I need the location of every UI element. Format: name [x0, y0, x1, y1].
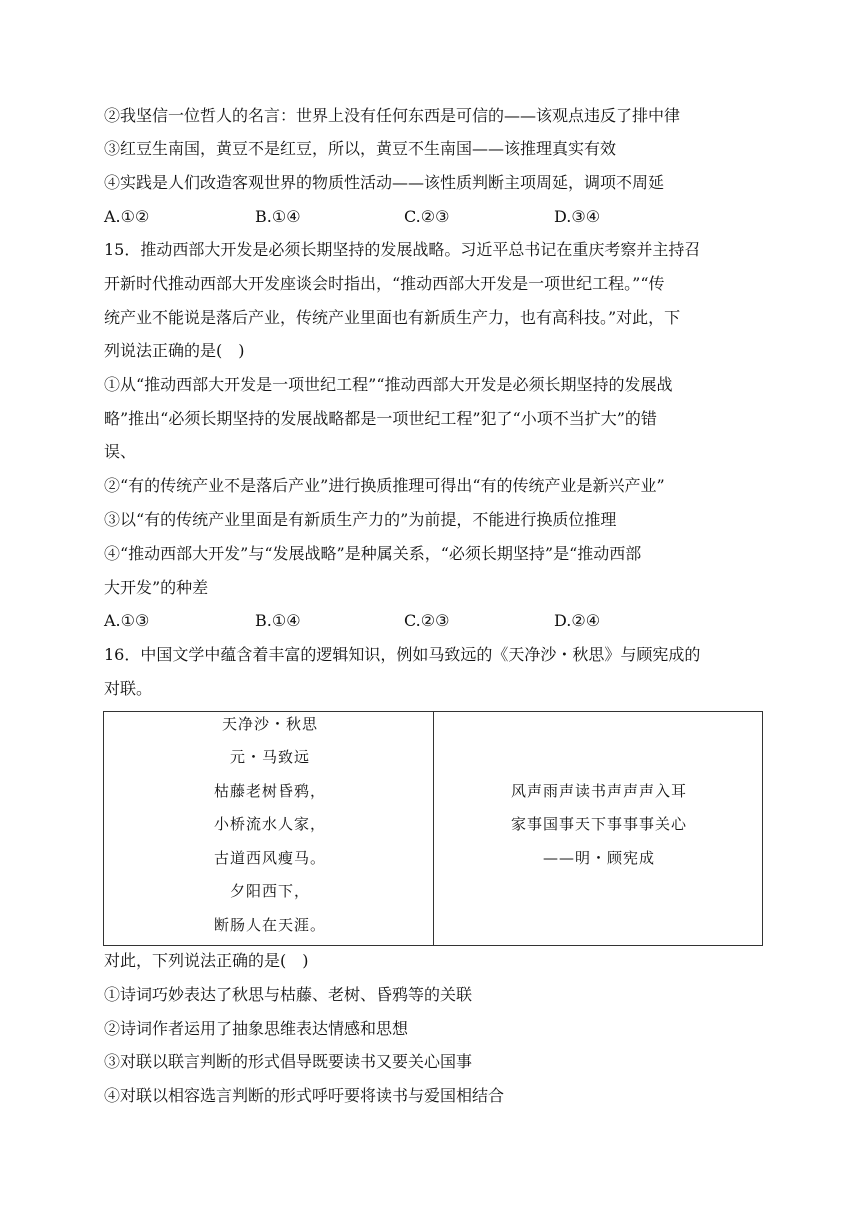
q15-item-1a: ①从“推动西部大开发是一项世纪工程”“推动西部大开发是必须长期坚持的发展战	[104, 375, 673, 394]
table-divider	[433, 712, 434, 945]
q14-option-a: A.①②	[104, 207, 150, 226]
q15-option-a: A.①③	[104, 611, 150, 630]
poem-line-2: 小桥流水人家，	[213, 815, 327, 833]
q14-item-3: ③红豆生南国，黄豆不是红豆，所以，黄豆不生南国——该推理真实有效	[104, 139, 617, 158]
poem-couplet-table	[103, 711, 763, 946]
poem-line-1: 枯藤老树昏鸦，	[213, 782, 327, 800]
poem-author: 元・马致远	[229, 748, 311, 766]
poem-line-4: 夕阳西下，	[229, 882, 311, 900]
q15-item-4a: ④“推动西部大开发”与“发展战略”是种属关系，“必须长期坚持”是“推动西部	[104, 544, 642, 563]
poem-title: 天净沙・秋思	[221, 715, 319, 733]
q15-item-1b: 略”推出“必须长期坚持的发展战略都是一项世纪工程”犯了“小项不当扩大”的错	[104, 409, 657, 428]
q15-option-b: B.①④	[255, 611, 301, 630]
poem-line-3: 古道西风瘦马。	[213, 849, 327, 867]
q14-option-b: B.①④	[255, 207, 301, 226]
q14-item-4: ④实践是人们改造客观世界的物质性活动——该性质判断主项周延，调项不周延	[104, 173, 665, 192]
q16-question: 对此，下列说法正确的是( )	[104, 951, 309, 970]
q16-item-2: ②诗词作者运用了抽象思维表达情感和思想	[104, 1019, 409, 1038]
couplet-attribution: ——明・顾宪成	[542, 849, 656, 867]
q15-stem-2: 开新时代推动西部大开发座谈会时指出，“推动西部大开发是一项世纪工程。”“传	[104, 274, 665, 293]
q16-stem-1: 16．中国文学中蕴含着丰富的逻辑知识，例如马致远的《天净沙・秋思》与顾宪成的	[104, 645, 701, 664]
q15-item-4b: 大开发”的种差	[104, 578, 209, 597]
q15-item-3: ③以“有的传统产业里面是有新质生产力的”为前提，不能进行换质位推理	[104, 510, 617, 529]
q15-stem-1: 15．推动西部大开发是必须长期坚持的发展战略。习近平总书记在重庆考察并主持召	[104, 240, 701, 259]
q16-item-4: ④对联以相容选言判断的形式呼吁要将读书与爱国相结合	[104, 1086, 505, 1105]
q15-option-d: D.②④	[554, 611, 601, 630]
q15-item-1c: 误、	[104, 442, 137, 461]
q16-stem-2: 对联。	[104, 679, 153, 698]
q14-item-2: ②我坚信一位哲人的名言：世界上没有任何东西是可信的——该观点违反了排中律	[104, 106, 681, 125]
q15-stem-4: 列说法正确的是( )	[104, 341, 245, 360]
q15-item-2: ②“有的传统产业不是落后产业”进行换质推理可得出“有的传统产业是新兴产业”	[104, 476, 665, 495]
couplet-line-1: 风声雨声读书声声声入耳	[510, 782, 688, 800]
poem-line-5: 断肠人在天涯。	[213, 916, 327, 934]
q14-option-d: D.③④	[554, 207, 601, 226]
q14-option-c: C.②③	[404, 207, 450, 226]
q15-stem-3: 统产业不能说是落后产业，传统产业里面也有新质生产力，也有高科技。”对此，下	[104, 308, 681, 327]
q16-item-3: ③对联以联言判断的形式倡导既要读书又要关心国事	[104, 1052, 473, 1071]
couplet-line-2: 家事国事天下事事事关心	[510, 815, 688, 833]
q16-item-1: ①诗词巧妙表达了秋思与枯藤、老树、昏鸦等的关联	[104, 985, 473, 1004]
q15-option-c: C.②③	[404, 611, 450, 630]
